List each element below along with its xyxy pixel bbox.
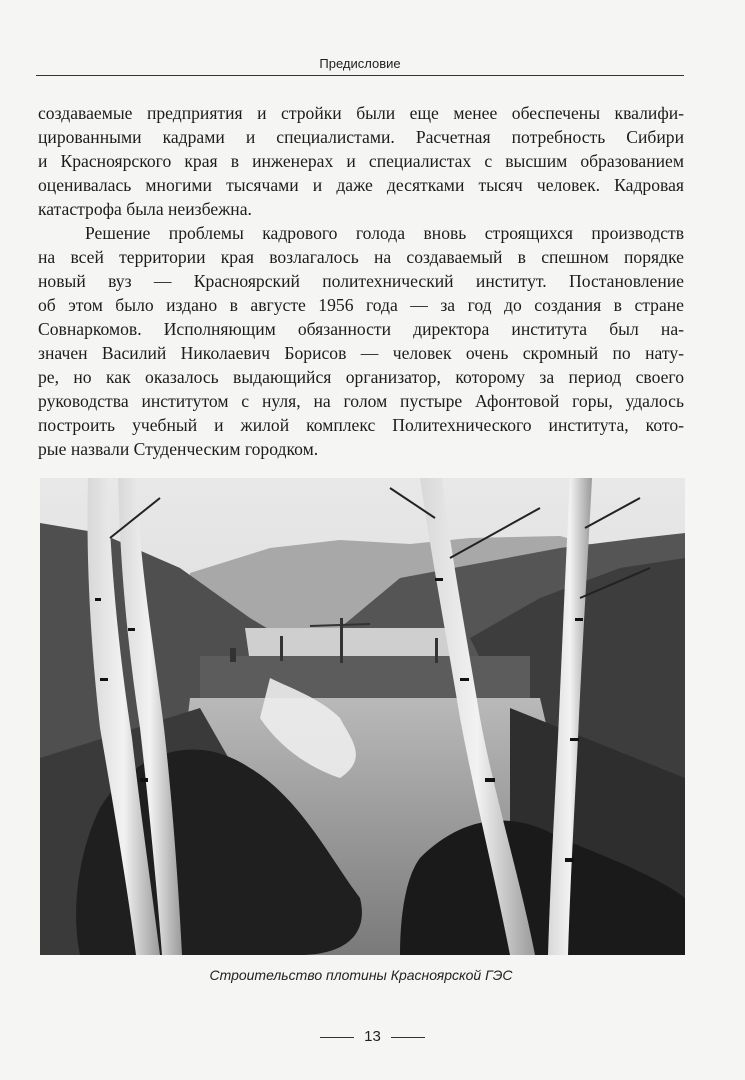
folio-dash-left (320, 1037, 354, 1038)
text-line: цированными кадрами и специалистами. Расчетная потребность Сибири (38, 127, 684, 147)
running-header: Предисловие (319, 56, 401, 71)
text-line: ре, но как оказалось выдающийся организатор, которому за период своего (38, 367, 684, 387)
text-line: руководства институтом с нуля, на голом пустыре Афонтовой горы, удалось (38, 391, 684, 411)
text-line: на всей территории края возлагалось на создаваемый в спешном порядке (38, 247, 684, 267)
body-text (38, 101, 684, 461)
text-line: об этом было издано в августе 1956 года — за год до создания в стране (38, 295, 684, 315)
text-line: новый вуз — Красноярский политехнический институт. Постановление (38, 271, 684, 291)
text-line: построить учебный и жилой комплекс Политехнического института, кото- (38, 415, 684, 435)
text-line: создаваемые предприятия и стройки были еще менее обеспечены квалифи- (38, 103, 684, 123)
text-line: оценивалась многими тысячами и даже десятками тысяч человек. Кадровая (38, 175, 684, 195)
text-line: и Красноярского края в инженерах и специалистах с высшим образованием (38, 151, 684, 171)
page-number: 13 (364, 1028, 381, 1045)
text-line: значен Василий Николаевич Борисов — человек очень скромный по нату- (38, 343, 684, 363)
text-line: рые назвали Студенческим городком. (38, 439, 319, 459)
page-number-footer (0, 1028, 745, 1045)
text-line: катастрофа была неизбежна. (38, 199, 252, 219)
dam-structure (200, 656, 530, 704)
figure-caption: Строительство плотины Красноярской ГЭС (209, 967, 513, 983)
folio-dash-right (391, 1037, 425, 1038)
text-line: Решение проблемы кадрового голода вновь строящихся производств (85, 223, 684, 243)
header-rule (36, 75, 684, 76)
text-line: Совнаркомов. Исполняющим обязанности директора института был на- (38, 319, 684, 339)
dam-construction-photo (40, 478, 685, 955)
